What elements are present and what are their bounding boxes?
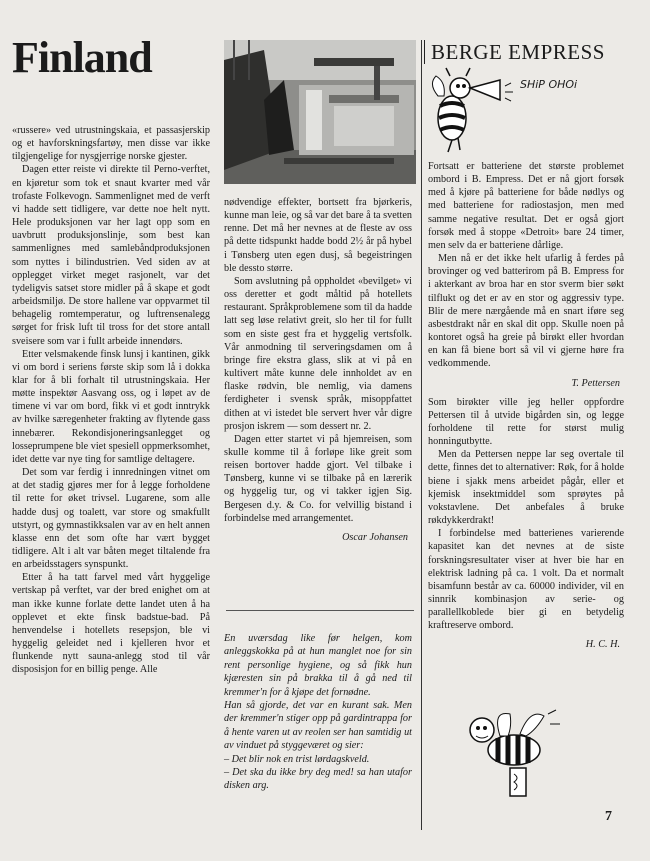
paragraph: Fortsatt er batteriene det største problemet ombord i B. Empress. Det er nå gjort forsøk med å kjøre på batteriene for både nødlys og med batteriene for radiostasjon, men med samme negative resultat. Det er også gjort forsøk med å stoppe «Detroit» bare 24 timer, men selv da er batteriene dårlige. — [428, 161, 624, 251]
paragraph: En uværsdag like før helgen, kom anleggskokka på at hun manglet noe for sin rent personlige hygiene, og så fikk hun kjæresten sin på brakka til å gå ned til kremmer'n for å kjøpe det fornødne. — [224, 633, 412, 698]
shipyard-photo — [224, 40, 416, 184]
article-column-1 — [12, 124, 210, 677]
column-divider — [421, 40, 422, 830]
paragraph: Som birøkter ville jeg heller oppfordre Pettersen til å utvide bigården sin, og legge forholdene til rette for størst mulig honningutbytte. — [428, 396, 624, 448]
paragraph: Han så gjorde, det var en kurant sak. Men der kremmer'n stiger opp på gardintrappa for å hente varen ut av reolen ser han samtidig ut av vinduet på styggeværet og sier: — [224, 700, 412, 752]
bee-illustration — [452, 704, 572, 804]
bee-megaphone-illustration — [430, 66, 630, 156]
paragraph: Etter velsmakende finsk lunsj i kantinen, gikk vi om bord i seriens første skip som lå i dokka klar for å bli forhalt til utrustningskaia. Her møtte inspektør Aasvang oss, og i løpet av de timene vi var om bord, fikk vi et godt inntrykk av hvilke særegenheter frakting av flytende gass innebærer. Rekondisjoneringsanlegget og losseprumpene ble viet spesiell oppmerksomhet, idet dette var nye ting for samtlige deltagere. — [12, 348, 210, 465]
paragraph: Som avslutning på oppholdet «bevilget» vi oss deretter et godt måltid på hotellets restaurant. Språkproblemene som til da hadde latt seg løse relativt greit, slo her til for fullt som en siste gest fra et hyggelig vertsfolk. Vår anmodning til serveringsdamen om å bringe fire ekstra glass, slik at vi på en kultivert måte kunne dele innholdet av en flaske rødvin, ble nemlig, via damens ferdigheter i svensk språk, misoppfattet dithen at vi istedet ble servert hver vår digre prosjon iskrem — som dessert nr. 2. — [224, 275, 412, 432]
author-signature: Oscar Johansen — [342, 531, 408, 543]
paragraph: – Det ska du ikke bry deg med! sa han utafor disken arg. — [224, 767, 412, 792]
paragraph: nødvendige effekter, bortsett fra bjørkeris, kunne man leie, og så var det bare å ta svetten renne. Det må her nevnes at de fleste av oss på dette tidspunkt hadde bodd 2½ år på hybel i Tønsberg uten egen dusj, så begeistringen ble dessto større. — [224, 197, 412, 274]
page-number: 7 — [605, 809, 612, 824]
bee-caption: SHiP OHOi — [520, 78, 578, 91]
paragraph: – Det blir nok en trist lørdagskveld. — [224, 753, 370, 765]
paragraph: «russere» ved utrustningskaia, et passasjerskip og et havforskningsfartøy, men disse var ikke tilgjengelige for nysgjerrige norske gjester. — [12, 125, 210, 163]
paragraph: Dagen etter reiste vi direkte til Perno-verftet, en kjøretur som tok et snaut kvarter med vår trofaste Folkevogn. Sammenlignet med de verft vi hadde sett tidligere, var dette noe helt nytt. Hele produksjonen var her lagt opp som en uavbrutt produksjonslinje, som best kan sammenlignes med samlebåndproduksjonen som nyttes i bilindustrien. Ved siden av at opplegget virket meget rasjonelt, var det tydeligvis satset store midler på å skape et godt arbeidsmiljø. De store hallene var oppvarmet til behagelig romtemperatur, og luftrensenalegg sørget for frisk luft til tross for det store antall sveisere som var i fullt arbeide innendørs. — [12, 164, 210, 347]
anecdote-column — [224, 632, 412, 793]
paragraph: Men da Pettersen neppe lar seg overtale til dette, finnes det to alternativer: Røk, for å holde biene i sjakk mens arbeidet pågår, eller et kjemisk insektmiddel som sprøytes på vokstavlene. Det anbefales å bruke røkdykkerdrakt! — [428, 449, 624, 527]
divider-line — [226, 610, 414, 611]
article-column-2 — [224, 196, 412, 550]
paragraph: Men nå er det ikke helt ufarlig å ferdes på brovinger og ved batterirom på B. Empress for i akterkant av broa har en stor sverm bier søkt tilflukt og det er av en stor og aggressiv type. Blir de mere nærgående må en snart iføre seg asbestdrakt når en skal dit opp. Skulle noen på kontoret også ha greie på birøkt eller hvordan en kan få biene bort så vil vi gjerne høre fra vedkommende. — [428, 253, 624, 370]
section-title: BERGE EMPRESS — [424, 40, 641, 64]
paragraph: Dagen etter startet vi på hjemreisen, som skulle komme til å forløpe like greit som reisen bortover hadde gjort. Vel tilbake i Tønsberg, kunne vi se tilbake på en lærerik og hyggelig tur, og vi takker igjen Sig. Bergesen d.y. & Co. for velvillig bistand i forbindelse med arrangementet. — [224, 433, 412, 524]
page-title: Finland — [12, 33, 152, 82]
author-signature: T. Pettersen — [571, 377, 620, 389]
paragraph: I forbindelse med batterienes varierende kapasitet kan det nevnes at de siste forskningsresultater viser at hver bie har en elektrisk ladning på ca. 1 volt. Da et normalt bisamfunn består av ca. 60000 individer, vil en sinnrik kombinasjon av serie- og parallellkoblede bier gi en betydelig kraftreserve ombord. — [428, 528, 624, 632]
paragraph: Det som var ferdig i innredningen vitnet om at det stadig gjøres mer for å legge forholdene til rette for øket trivsel. Lugarene, som alle hadde dusj og toalett, var store og smakfullt utstyrt, og gymnastikksalen var av en helt annen klasse enn det som ofte har vært bygget tidligere. Alt i alt var båten meget tiltalende fra en arbeidsstagers synspunkt. — [12, 467, 210, 571]
paragraph: Etter å ha tatt farvel med vårt hyggelige vertskap på verftet, var der bred enighet om at man ikke kunne forlate dette landet uten å ha opplevet et ekte finsk badstue-bad. På henvendelse i hotellets resepsjon, ble vi hyggelig geleidet ned i kjelleren hvor et flunkende nytt sauna-anlegg stod til vår disposisjon for en billig penge. Alle — [12, 572, 210, 676]
article-column-3 — [428, 160, 624, 658]
author-signature: H. C. H. — [585, 639, 620, 651]
